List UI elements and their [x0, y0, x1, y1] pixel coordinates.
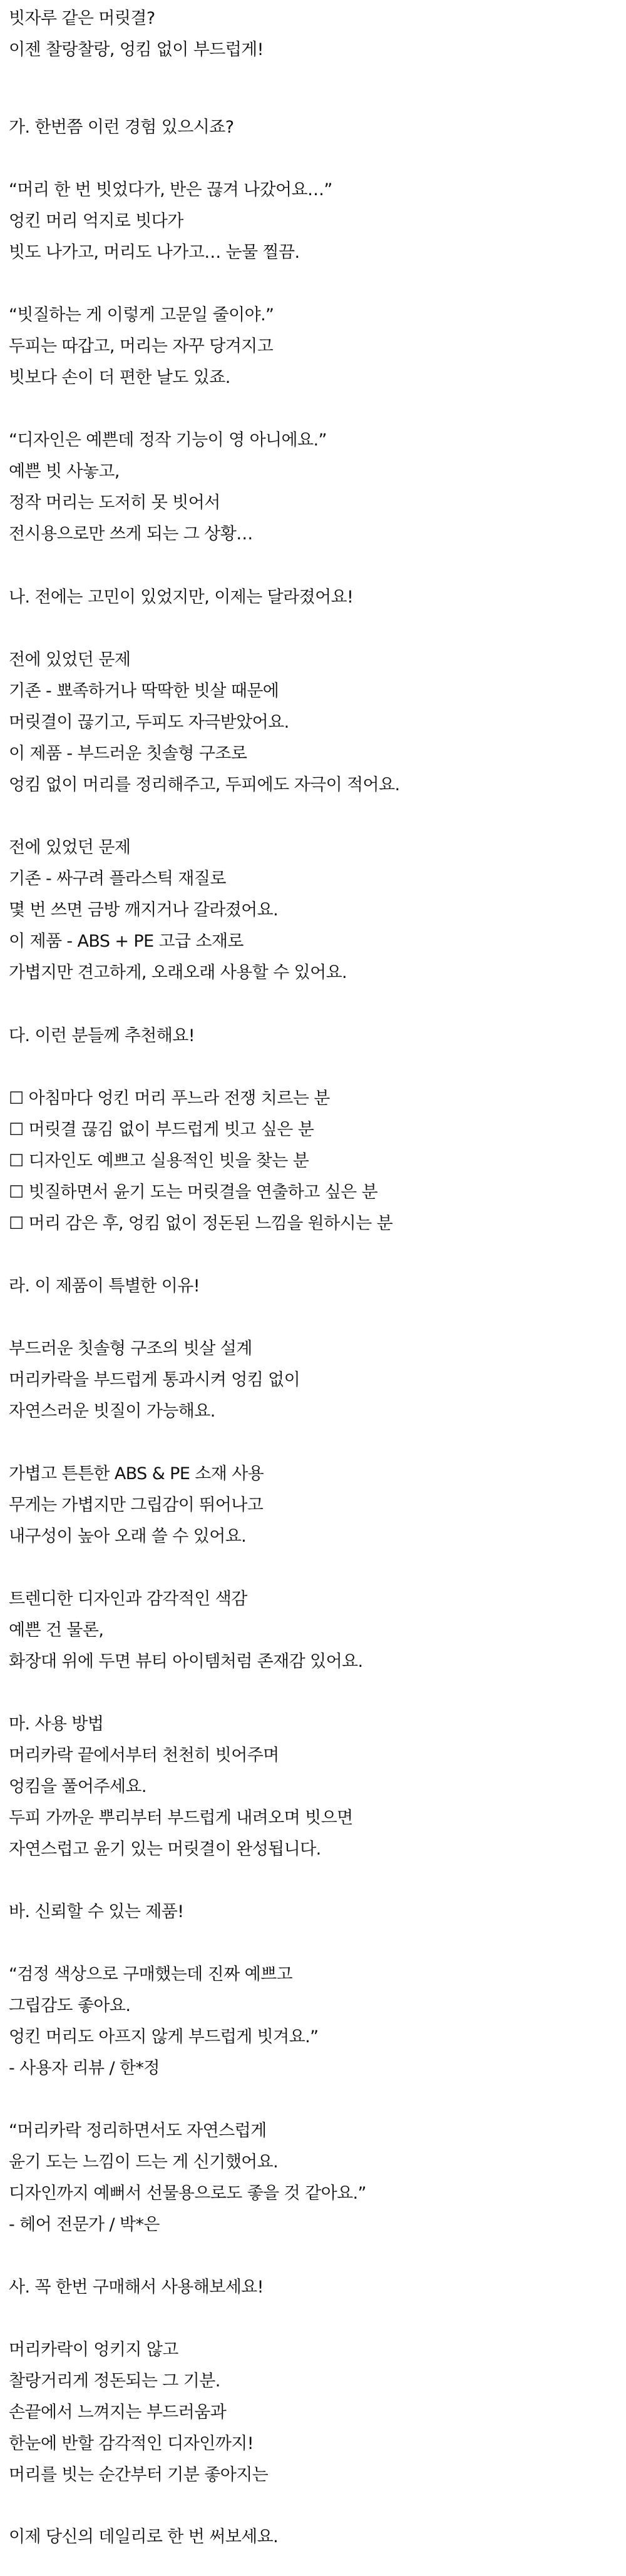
closing-line: 머리카락이 엉키지 않고	[9, 2340, 178, 2360]
before-after-line: 이 제품 - ABS + PE 고급 소재로	[9, 932, 244, 951]
feature-line: 화장대 위에 두면 뷰티 아이템처럼 존재감 있어요.	[9, 1652, 363, 1671]
closing-line: 한눈에 반할 감각적인 디자인까지!	[9, 2434, 254, 2453]
feature-line: 트렌디한 디자인과 감각적인 색감	[9, 1589, 247, 1609]
section-ba-heading: 바. 신뢰할 수 있는 제품!	[9, 1902, 184, 1922]
before-after-line: 머릿결이 끊기고, 두피도 자극받았어요.	[9, 713, 289, 732]
feature-line: 가볍고 튼튼한 ABS & PE 소재 사용	[9, 1464, 264, 1484]
section-da-heading: 다. 이런 분들께 추천해요!	[9, 1026, 195, 1046]
feature-line: 자연스러운 빗질이 가능해요.	[9, 1402, 215, 1421]
before-after-line: 기존 - 뾰족하거나 딱딱한 빗살 때문에	[9, 681, 279, 701]
quote-line: “디자인은 예쁜데 정작 기능이 영 아니에요.”	[9, 430, 327, 450]
quote-line: 빗보다 손이 더 편한 날도 있죠.	[9, 368, 230, 387]
section-ga-heading-block	[9, 112, 617, 143]
checklist-item: ☐ 아침마다 엉킨 머리 푸느라 전쟁 치르는 분	[9, 1089, 330, 1108]
quote-line: “빗질하는 게 이렇게 고문일 줄이야.”	[9, 305, 274, 325]
before-after-item-1	[9, 644, 617, 801]
closing-line: 손끝에서 느껴지는 부드러움과	[9, 2403, 227, 2422]
feature-item-3	[9, 1584, 617, 1677]
intro-title-line-2: 이젠 찰랑찰랑, 엉킴 없이 부드럽게!	[9, 40, 264, 59]
section-ma-block	[9, 1709, 617, 1865]
quote-line: 두피는 따갑고, 머리는 자꾸 당겨지고	[9, 337, 274, 356]
section-sa-heading-block	[9, 2272, 617, 2303]
usage-line: 두피 가까운 뿌리부터 부드럽게 내려오며 빗으면	[9, 1808, 353, 1828]
recommendation-checklist	[9, 1083, 617, 1240]
intro-title-line-1: 빗자루 같은 머릿결?	[9, 9, 155, 28]
checklist-item: ☐ 머리 감은 후, 엉킴 없이 정돈된 느낌을 원하시는 분	[9, 1214, 393, 1233]
closing-statement-block	[9, 2522, 617, 2553]
quote-line: 예쁜 빗 사놓고,	[9, 462, 120, 481]
before-after-line: 가볍지만 견고하게, 오래오래 사용할 수 있어요.	[9, 963, 347, 982]
section-ra-heading: 라. 이 제품이 특별한 이유!	[9, 1276, 200, 1296]
review-line: “머리카락 정리하면서도 자연스럽게	[9, 2121, 267, 2141]
review-line: 그립감도 좋아요.	[9, 1996, 131, 2015]
before-after-line: 몇 번 쓰면 금방 깨지거나 갈라졌어요.	[9, 900, 279, 920]
section-ga-heading: 가. 한번쯤 이런 경험 있으시죠?	[9, 118, 234, 137]
pain-point-quote-1	[9, 175, 617, 268]
closing-line: 찰랑거리게 정돈되는 그 기분.	[9, 2371, 220, 2391]
review-author: - 헤어 전문가 / 박*은	[9, 2215, 160, 2234]
section-sa-heading: 사. 꼭 한번 구매해서 사용해보세요!	[9, 2278, 264, 2297]
usage-line: 머리카락 끝에서부터 천천히 빗어주며	[9, 1746, 279, 1765]
quote-line: “머리 한 번 빗었다가, 반은 끊겨 나갔어요…”	[9, 180, 332, 200]
before-after-line: 기존 - 싸구려 플라스틱 재질로	[9, 869, 226, 888]
review-item-1	[9, 1959, 617, 2084]
review-line: “검정 색상으로 구매했는데 진짜 예쁘고	[9, 1965, 293, 1984]
section-da-heading-block	[9, 1021, 617, 1052]
before-after-line: 엉킴 없이 머리를 정리해주고, 두피에도 자극이 적어요.	[9, 775, 400, 795]
intro-title-block	[9, 3, 617, 66]
quote-line: 빗도 나가고, 머리도 나가고… 눈물 찔끔.	[9, 243, 300, 262]
section-na-heading: 나. 전에는 고민이 있었지만, 이제는 달라졌어요!	[9, 588, 354, 607]
review-line: 엉킨 머리도 아프지 않게 부드럽게 빗겨요.”	[9, 2027, 319, 2047]
review-line: 윤기 도는 느낌이 드는 게 신기했어요.	[9, 2152, 279, 2172]
feature-line: 무게는 가볍지만 그립감이 뛰어나고	[9, 1495, 264, 1515]
before-after-line: 이 제품 - 부드러운 칫솔형 구조로	[9, 744, 247, 763]
usage-line: 자연스럽고 윤기 있는 머릿결이 완성됩니다.	[9, 1840, 321, 1859]
review-item-2	[9, 2115, 617, 2241]
closing-paragraph	[9, 2334, 617, 2491]
feature-item-1	[9, 1333, 617, 1427]
section-na-heading-block	[9, 582, 617, 613]
quote-line: 전시용으로만 쓰게 되는 그 상황…	[9, 524, 253, 544]
feature-line: 머리카락을 부드럽게 통과시켜 엉킴 없이	[9, 1370, 300, 1390]
section-ba-heading-block	[9, 1896, 617, 1928]
quote-line: 정작 머리는 도저히 못 빗어서	[9, 493, 220, 512]
quote-line: 엉킨 머리 억지로 빗다가	[9, 211, 183, 231]
pain-point-quote-2	[9, 300, 617, 394]
section-ma-heading: 마. 사용 방법	[9, 1714, 104, 1734]
review-line: 디자인까지 예뻐서 선물용으로도 좋을 것 같아요.”	[9, 2184, 366, 2203]
feature-line: 부드러운 칫솔형 구조의 빗살 설계	[9, 1339, 252, 1358]
feature-line: 예쁜 건 물론,	[9, 1621, 104, 1640]
before-after-line: 전에 있었던 문제	[9, 650, 131, 669]
review-author: - 사용자 리뷰 / 한*정	[9, 2059, 160, 2078]
before-after-item-2	[9, 832, 617, 989]
pain-point-quote-3	[9, 425, 617, 550]
checklist-item: ☐ 디자인도 예쁘고 실용적인 빗을 찾는 분	[9, 1151, 309, 1171]
section-ra-heading-block	[9, 1271, 617, 1302]
feature-line: 내구성이 높아 오래 쓸 수 있어요.	[9, 1527, 247, 1546]
closing-statement: 이제 당신의 데일리로 한 번 써보세요.	[9, 2527, 279, 2547]
checklist-item: ☐ 빗질하면서 윤기 도는 머릿결을 연출하고 싶은 분	[9, 1183, 378, 1202]
checklist-item: ☐ 머릿결 끊김 없이 부드럽게 빗고 싶은 분	[9, 1120, 314, 1139]
usage-line: 엉킴을 풀어주세요.	[9, 1777, 146, 1796]
before-after-line: 전에 있었던 문제	[9, 838, 131, 857]
closing-line: 머리를 빗는 순간부터 기분 좋아지는	[9, 2465, 269, 2485]
feature-item-2	[9, 1459, 617, 1552]
